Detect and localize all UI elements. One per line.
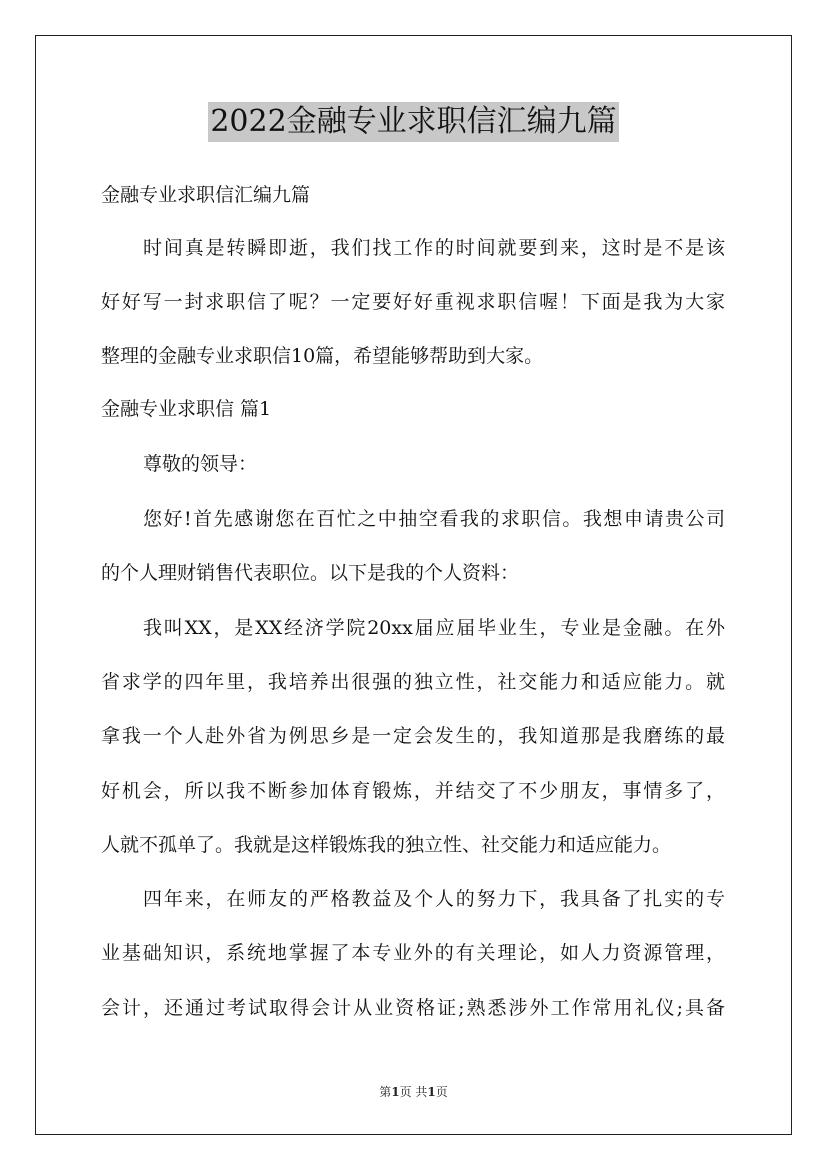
paragraph-line: 拿我一个人赴外省为例思乡是一定会发生的，我知道那是我磨练的最: [101, 725, 725, 747]
footer-page-current: 1: [391, 1085, 400, 1099]
paragraph-line: 好好写一封求职信了呢？一定要好好重视求职信喔！下面是我为大家: [101, 291, 725, 313]
subtitle-line: 金融专业求职信汇编九篇: [101, 184, 311, 206]
paragraph-line: 省求学的四年里，我培养出很强的独立性，社交能力和适应能力。就: [101, 671, 725, 693]
paragraph-line: 业基础知识，系统地掌握了本专业外的有关理论，如人力资源管理，: [101, 942, 725, 964]
footer-suffix: 页: [435, 1085, 448, 1099]
salutation: 尊敬的领导：: [143, 453, 258, 475]
page-footer: [0, 1084, 827, 1100]
paragraph-line: 会计，还通过考试取得会计从业资格证;熟悉涉外工作常用礼仪;具备: [101, 997, 725, 1019]
paragraph-line: 人就不孤单了。我就是这样锻炼我的独立性、社交能力和适应能力。: [101, 834, 672, 856]
paragraph-line: 的个人理财销售代表职位。以下是我的个人资料：: [101, 562, 520, 584]
paragraph-line: 我叫XX，是XX经济学院20xx届应届毕业生，专业是金融。在外: [143, 617, 725, 639]
paragraph-line: 好机会，所以我不断参加体育锻炼，并结交了不少朋友，事情多了，: [101, 780, 725, 802]
paragraph-line: 整理的金融专业求职信10篇，希望能够帮助到大家。: [101, 345, 544, 367]
paragraph-line: 时间真是转瞬即逝，我们找工作的时间就要到来，这时是不是该: [143, 237, 725, 259]
paragraph-line: 四年来，在师友的严格教益及个人的努力下，我具备了扎实的专: [143, 888, 725, 910]
section-heading: 金融专业求职信 篇1: [101, 398, 272, 420]
footer-mid: 页 共: [399, 1085, 428, 1099]
document-title: 2022金融专业求职信汇编九篇: [208, 102, 618, 142]
title-container: [0, 102, 827, 142]
paragraph-line: 您好!首先感谢您在百忙之中抽空看我的求职信。我想申请贵公司: [143, 508, 725, 530]
footer-prefix: 第: [379, 1085, 392, 1099]
footer-page-total: 1: [427, 1085, 436, 1099]
